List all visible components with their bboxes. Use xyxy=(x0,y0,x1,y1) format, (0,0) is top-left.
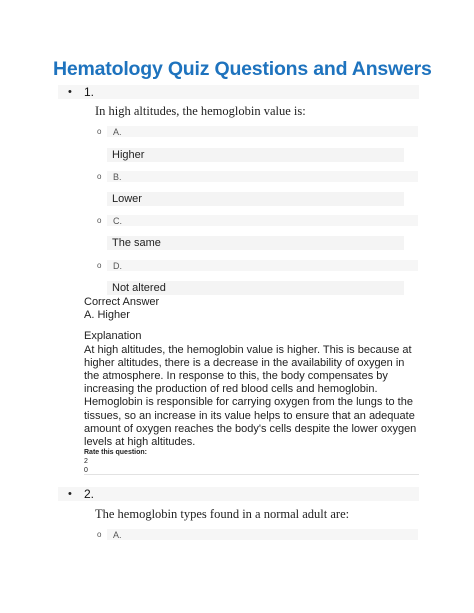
correct-answer-value: A. Higher xyxy=(84,309,130,322)
page-title: Hematology Quiz Questions and Answers xyxy=(53,58,432,80)
question-1-number: 1. xyxy=(84,85,95,99)
thumbs-down-count[interactable]: 0 xyxy=(84,467,88,474)
q2-option-a-bullet: o xyxy=(97,530,102,539)
question-divider xyxy=(84,474,419,475)
option-a-bullet: o xyxy=(97,127,102,136)
option-a-letter[interactable]: A. xyxy=(113,127,122,137)
question-2-row xyxy=(58,487,419,501)
option-c-letter[interactable]: C. xyxy=(113,216,122,226)
explanation-text: At high altitudes, the hemoglobin value is higher. This is because at higher altitudes, there is a decrease in the availability of oxygen in the atmosphere. In response to this, the body compensates by increasing the production of red blood cells and hemoglobin. Hemoglobin is responsible for carrying oxygen from the lungs to the tissues, so an increase in its value helps to ensure that an adequate amount of oxygen reaches the body's cells despite the lower oxygen levels at high altitudes. xyxy=(84,343,417,449)
option-a-box[interactable] xyxy=(107,148,404,162)
question-2-bullet: • xyxy=(68,488,72,500)
option-a-text[interactable]: Higher xyxy=(112,149,145,161)
explanation-label: Explanation xyxy=(84,330,142,343)
option-c-bullet: o xyxy=(97,216,102,225)
option-d-text[interactable]: Not altered xyxy=(112,282,166,294)
option-d-letter[interactable]: D. xyxy=(113,261,122,271)
correct-answer-label: Correct Answer xyxy=(84,296,160,308)
q2-option-a-letter[interactable]: A. xyxy=(113,530,122,540)
rate-label: Rate this question: xyxy=(84,449,148,456)
option-c-strip xyxy=(107,215,418,226)
option-b-text[interactable]: Lower xyxy=(112,193,142,205)
thumbs-up-count[interactable]: 2 xyxy=(84,458,88,465)
question-2-number: 2. xyxy=(84,487,95,501)
option-d-strip xyxy=(107,260,418,271)
q2-option-a-strip xyxy=(107,529,418,540)
answer-section xyxy=(84,296,420,449)
question-1-bullet: • xyxy=(68,86,72,98)
option-c-text[interactable]: The same xyxy=(112,237,161,249)
option-b-box[interactable] xyxy=(107,192,404,206)
question-2-text: The hemoglobin types found in a normal adult are: xyxy=(95,507,350,521)
question-1-text: In high altitudes, the hemoglobin value is: xyxy=(95,104,306,118)
question-1-row xyxy=(58,85,419,99)
option-b-letter[interactable]: B. xyxy=(113,172,122,182)
option-b-bullet: o xyxy=(97,172,102,181)
option-a-strip xyxy=(107,126,418,137)
option-b-strip xyxy=(107,171,418,182)
rating-section xyxy=(84,448,147,475)
option-d-bullet: o xyxy=(97,261,102,270)
